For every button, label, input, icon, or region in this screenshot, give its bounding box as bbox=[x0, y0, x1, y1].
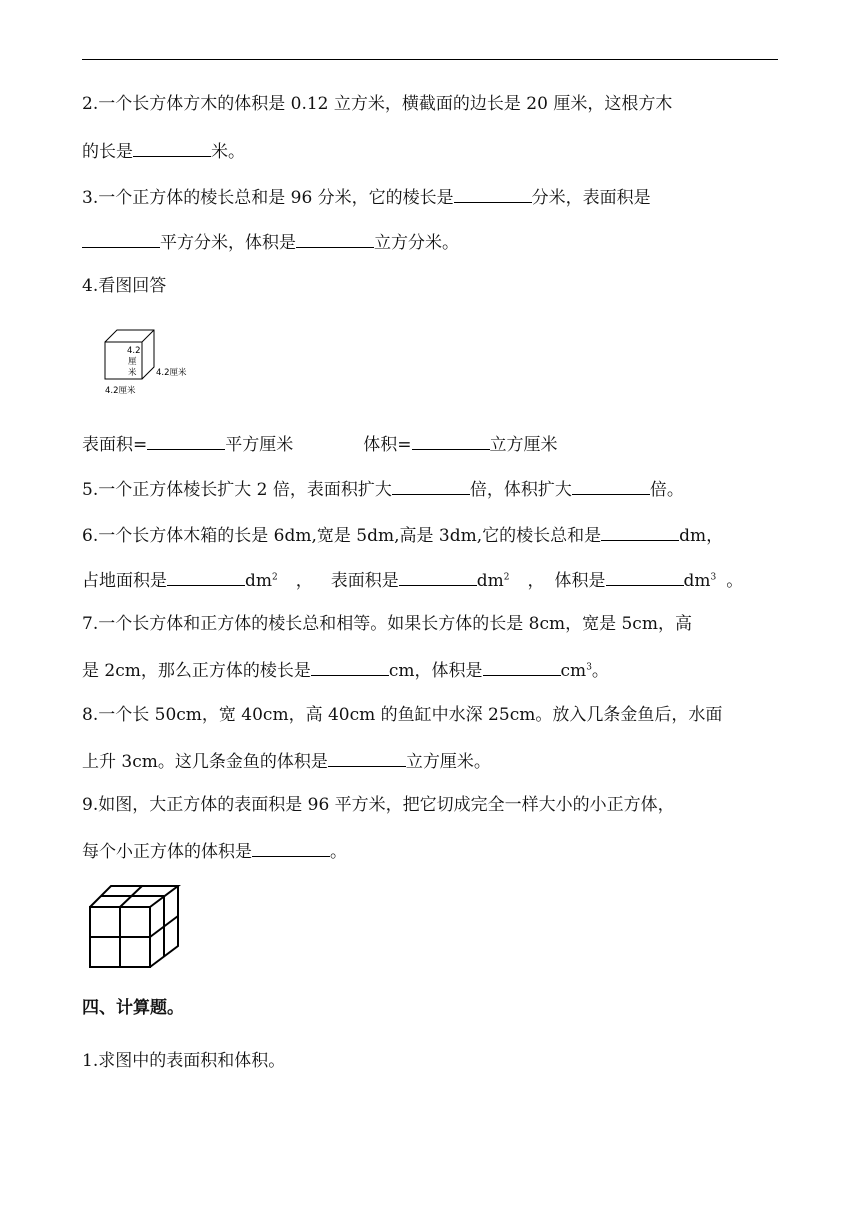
q9-line1: 9.如图，大正方体的表面积是 96 平方米，把它切成完全一样大小的小正方体， bbox=[82, 795, 675, 815]
q5-line: 5.一个正方体棱长扩大 2 倍，表面积扩大 倍，体积扩大 倍。 bbox=[82, 476, 684, 502]
answer-blank[interactable] bbox=[412, 431, 490, 450]
split-cube-figure bbox=[84, 880, 184, 972]
q6-line1: 6.一个长方体木箱的长是 6dm,宽是 5dm,高是 3dm,它的棱长总和是 dm， bbox=[82, 522, 723, 548]
answer-blank[interactable] bbox=[311, 657, 389, 676]
answer-blank[interactable] bbox=[328, 748, 406, 767]
answer-blank[interactable] bbox=[147, 431, 225, 450]
answer-blank[interactable] bbox=[454, 184, 532, 203]
answer-blank[interactable] bbox=[572, 476, 650, 495]
cube-right-label: 4.2厘米 bbox=[156, 368, 187, 378]
cube-drawing bbox=[100, 326, 200, 398]
cube-bottom-label: 4.2厘米 bbox=[105, 386, 136, 396]
q4-title: 4.看图回答 bbox=[82, 276, 167, 296]
q3-line2: 平方分米，体积是 立方分米。 bbox=[82, 229, 459, 255]
answer-blank[interactable] bbox=[296, 229, 374, 248]
q2-line2: 的长是 米。 bbox=[82, 138, 245, 164]
q3-line1: 3.一个正方体的棱长总和是 96 分米，它的棱长是 分米，表面积是 bbox=[82, 184, 651, 210]
cube-figure bbox=[100, 326, 200, 398]
q7-line2: 是 2cm，那么正方体的棱长是 cm，体积是 $cm^3$。 bbox=[82, 657, 609, 683]
q8-line2: 上升 3cm。这几条金鱼的体积是 立方厘米。 bbox=[82, 748, 491, 774]
answer-blank[interactable] bbox=[606, 567, 684, 586]
svg-text:米: 米 bbox=[128, 368, 137, 378]
answer-blank[interactable] bbox=[483, 657, 561, 676]
answer-blank[interactable] bbox=[399, 567, 477, 586]
answer-blank[interactable] bbox=[601, 522, 679, 541]
cube-front-label: 4.2 bbox=[127, 346, 141, 356]
s4-q1: 1.求图中的表面积和体积。 bbox=[82, 1051, 286, 1071]
header-rule bbox=[82, 59, 778, 60]
section-heading: 四、计算题。 bbox=[82, 998, 184, 1018]
answer-blank[interactable] bbox=[133, 138, 211, 157]
split-cube-drawing bbox=[84, 880, 184, 972]
svg-text:厘: 厘 bbox=[128, 357, 137, 367]
q8-line1: 8.一个长 50cm，宽 40cm，高 40cm 的鱼缸中水深 25cm。放入几条金鱼后，水面 bbox=[82, 705, 723, 725]
answer-blank[interactable] bbox=[82, 229, 160, 248]
q9-line2: 每个小正方体的体积是 。 bbox=[82, 838, 347, 864]
answer-blank[interactable] bbox=[392, 476, 470, 495]
q6-line2: 占地面积是 $dm^2$ ， 表面积是 $dm^2$ ， 体积是 $dm^3$ 。 bbox=[82, 567, 743, 593]
q4-answers: 表面积= 平方厘米 体积= 立方厘米 bbox=[82, 431, 558, 457]
answer-blank[interactable] bbox=[167, 567, 245, 586]
q2-line1: 2.一个长方体方木的体积是 0.12 立方米，横截面的边长是 20 厘米，这根方木 bbox=[82, 94, 673, 114]
answer-blank[interactable] bbox=[252, 838, 330, 857]
q7-line1: 7.一个长方体和正方体的棱长总和相等。如果长方体的长是 8cm，宽是 5cm，高 bbox=[82, 614, 692, 634]
